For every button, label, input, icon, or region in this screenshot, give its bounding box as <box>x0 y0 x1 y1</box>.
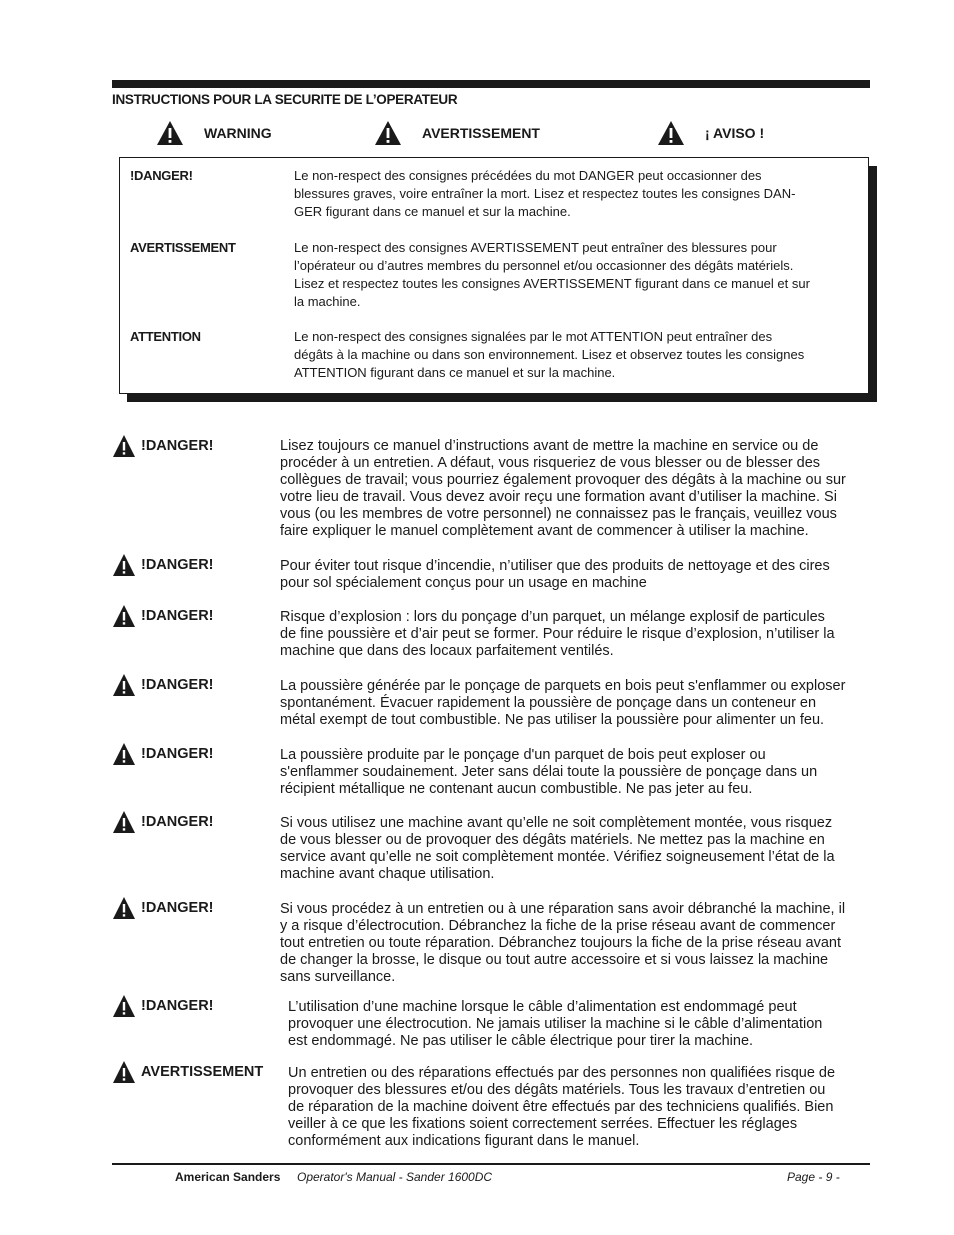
definition-text: Le non-respect des consignes précédées du mot DANGER peut occasionner des blessures graves, voire entraîner la mort. Lisez et respectez toutes les consignes DAN- GER figurant dans ce manuel et sur la machine. <box>294 168 796 219</box>
warning-triangle-icon <box>374 120 402 146</box>
warning-triangle-icon <box>112 434 136 458</box>
item-text: Risque d’explosion : lors du ponçage d’un parquet, un mélange explosif de particules de fine poussière et d’air peut se former. Pour réduire le risque d’explosion, n’utiliser la machine que dans des locaux parfaitement ventilés. <box>280 609 835 659</box>
warning-triangle-icon <box>657 120 685 146</box>
item-text: Un entretien ou des réparations effectués par des personnes non qualifiées risque de provoquer des blessures et/ou des dégâts matériels. Tous les travaux d’entretien ou de réparation de la machine doivent être effectués par des techniciens qualifiés. Bien veiller à ce que les fixations soient correctement serrées. Effectuer les réglages conformément aux indications figurant dans le manuel. <box>288 1065 836 1149</box>
item-label-danger: !DANGER! <box>112 896 214 920</box>
definition-term: !DANGER! <box>130 168 193 183</box>
item-label-danger: !DANGER! <box>112 604 214 628</box>
item-text: La poussière générée par le ponçage de parquets en bois peut s'enflammer ou exploser spontanément. Évacuer rapidement la poussière de ponçage dans un conteneur en métal exempt de tout combustible. Ne pas utiliser la poussière pour alimenter un feu. <box>280 678 846 728</box>
warning-triangle-icon <box>112 896 136 920</box>
definitions-box <box>119 157 869 394</box>
bottom-rule <box>112 1163 870 1165</box>
footer-manual-title: Operator's Manual - Sander 1600DC <box>297 1170 493 1184</box>
item-label-danger: !DANGER! <box>112 434 214 458</box>
definition-term: AVERTISSEMENT <box>130 240 236 255</box>
footer-brand: American Sanders <box>175 1170 281 1184</box>
footer-page-number: Page - 9 - <box>787 1170 840 1184</box>
warning-triangle-icon <box>112 553 136 577</box>
warning-triangle-icon <box>112 604 136 628</box>
item-label-avertissement: AVERTISSEMENT <box>112 1060 263 1084</box>
warning-triangle-icon <box>112 742 136 766</box>
signal-word-label: AVERTISSEMENT <box>422 125 540 141</box>
item-text: Pour éviter tout risque d’incendie, n’utiliser que des produits de nettoyage et des cires pour sol spécialement conçus pour un usage en machine <box>280 558 830 591</box>
signal-word-label: WARNING <box>204 125 272 141</box>
section-title: INSTRUCTIONS POUR LA SECURITE DE L’OPERATEUR <box>112 92 458 107</box>
definition-text: Le non-respect des consignes AVERTISSEMENT peut entraîner des blessures pour l’opérateur ou d’autres membres du personnel et/ou occasionner des dégâts matériels. Lisez et respectez toutes les consignes AVERTISSEMENT figurant dans ce manuel et sur la machine. <box>294 240 810 309</box>
item-text: Lisez toujours ce manuel d’instructions avant de mettre la machine en service ou de procéder à un entretien. A défaut, vous risqueriez de vous blesser ou de blesser des collègues de travail; vous pourriez également provoquer des dégâts à la machine ou sur votre lieu de travail. Vous devez avoir reçu une formation avant d’utiliser la machine. Si vous (ou les membres de votre personnel) ne connaissez pas le français, veuillez vous faire expliquer le manuel complètement avant de commencer à utiliser la machine. <box>280 438 846 539</box>
item-label-danger: !DANGER! <box>112 553 214 577</box>
signal-word-aviso <box>657 120 764 146</box>
item-label-danger: !DANGER! <box>112 742 214 766</box>
warning-triangle-icon <box>112 673 136 697</box>
item-text: Si vous utilisez une machine avant qu’elle ne soit complètement montée, vous risquez de vous blesser ou de provoquer des dégâts matériels. Ne mettez pas la machine en service avant qu’elle ne soit complètement montée. Vérifiez soigneusement l’état de la machine avant chaque utilisation. <box>280 815 835 882</box>
item-text: Si vous procédez à un entretien ou à une réparation sans avoir débranché la machine, il y a risque d’électrocution. Débranchez la fiche de la prise réseau avant de commencer tout entretien ou toute réparation. Débranchez toujours la fiche de la prise réseau avant de changer la brosse, le disque ou tout autre accessoire et si vous laissez la machine sans surveillance. <box>280 901 846 985</box>
definition-text: Le non-respect des consignes signalées par le mot ATTENTION peut entraîner des dégâts à la machine ou dans son environnement. Lisez et observez toutes les consignes ATTENTION figurant dans ce manuel et sur la machine. <box>294 329 805 380</box>
warning-triangle-icon <box>112 1060 136 1084</box>
signal-word-avertissement <box>374 120 540 146</box>
warning-triangle-icon <box>156 120 184 146</box>
item-text: L’utilisation d’une machine lorsque le câble d’alimentation est endommagé peut provoquer une électrocution. Ne jamais utiliser la machine si le câble d’alimentation est endommagé. Ne pas utiliser le câble électrique pour tirer la machine. <box>288 999 823 1049</box>
signal-word-label: ¡ AVISO ! <box>705 125 765 141</box>
item-label-danger: !DANGER! <box>112 994 214 1018</box>
warning-triangle-icon <box>112 994 136 1018</box>
top-rule <box>112 80 870 88</box>
definition-term: ATTENTION <box>130 329 201 344</box>
signal-word-warning <box>156 120 272 146</box>
item-text: La poussière produite par le ponçage d'un parquet de bois peut exploser ou s'enflammer soudainement. Jeter sans délai toute la poussière de ponçage dans un récipient métallique ne contenant aucun combustible. Ne pas jeter au feu. <box>280 747 818 797</box>
item-label-danger: !DANGER! <box>112 673 214 697</box>
item-label-danger: !DANGER! <box>112 810 214 834</box>
warning-triangle-icon <box>112 810 136 834</box>
